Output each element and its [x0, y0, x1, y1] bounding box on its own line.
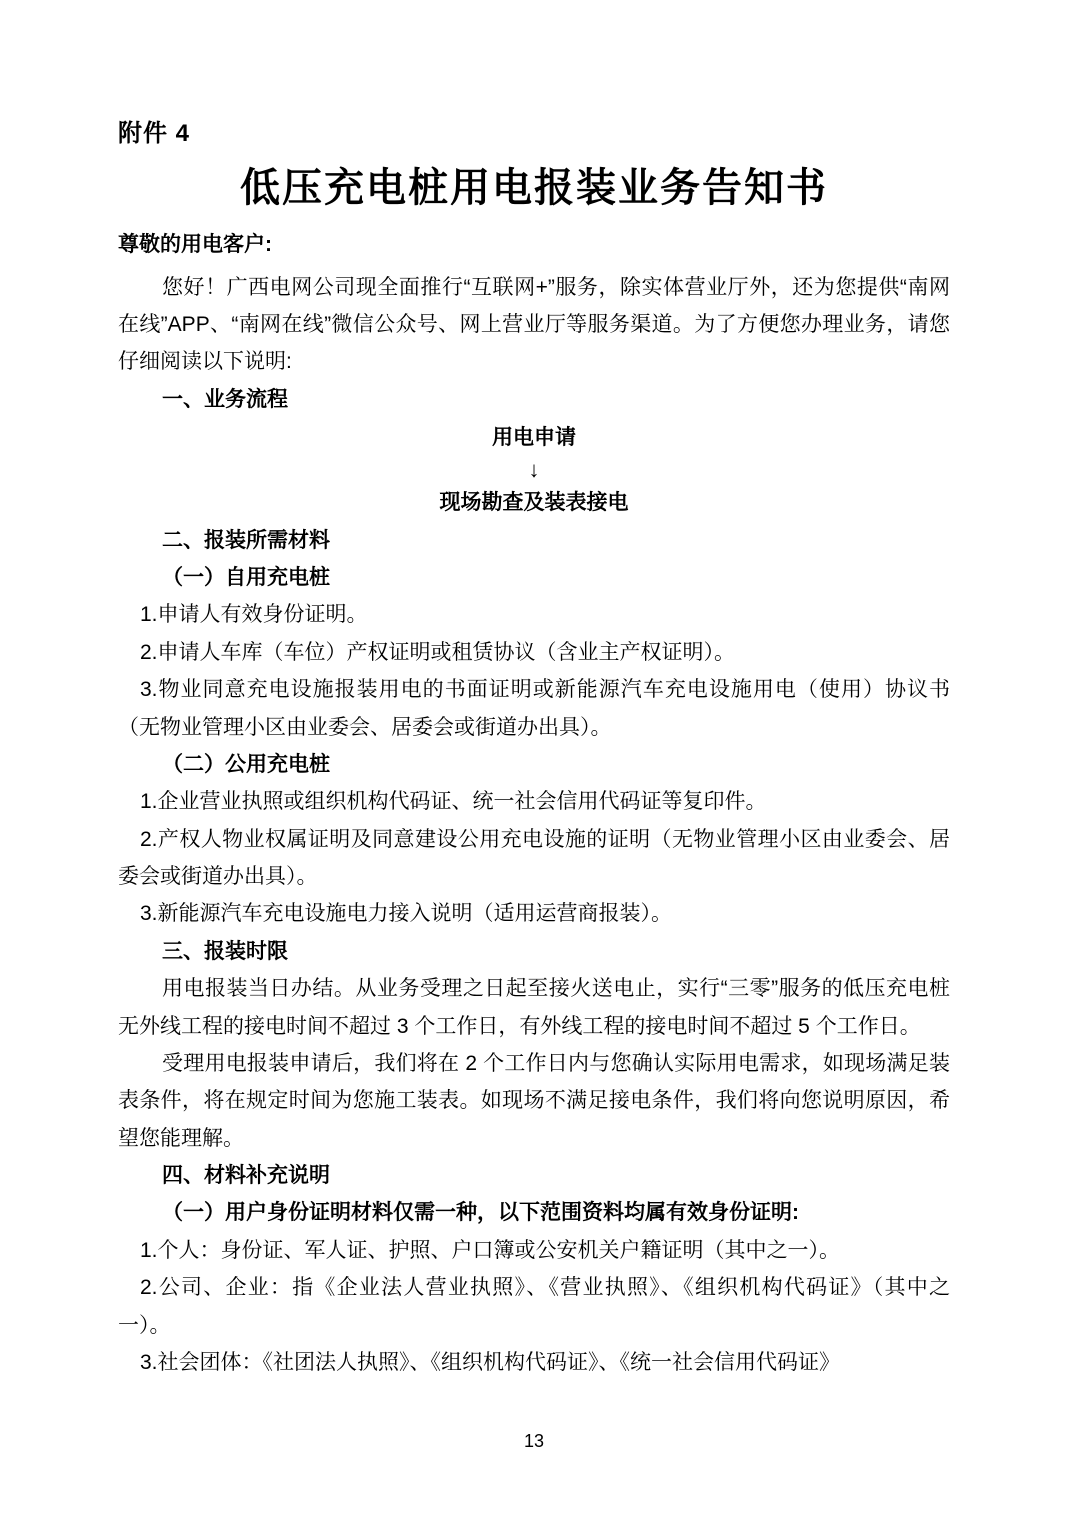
section-heading-materials: 二、报装所需材料 [162, 528, 330, 552]
intro-paragraph: 您好！广西电网公司现全面推行“互联网+”服务，除实体营业厅外，还为您提供“南网在线”APP、“南网在线”微信公众号、网上营业厅等服务渠道。为了方便您办理业务，请您仔细阅读以下说明: [118, 275, 950, 374]
list-item: 2.申请人车库（车位）产权证明或租赁协议（含业主产权证明）。 [140, 640, 736, 664]
list-item: 1.个人：身份证、军人证、护照、户口簿或公安机关户籍证明（其中之一）。 [140, 1238, 841, 1262]
list-item: 2.公司、企业：指《企业法人营业执照》、《营业执照》、《组织机构代码证》（其中之一）。 [118, 1276, 950, 1337]
paragraph: 用电报装当日办结。从业务受理之日起至接火送电止，实行“三零”服务的低压充电桩无外线工程的接电时间不超过 3 个工作日，有外线工程的接电时间不超过 5 个工作日。 [118, 977, 950, 1038]
section-heading-process: 一、业务流程 [162, 387, 288, 411]
subsection-heading-identity-docs: （一）用户身份证明材料仅需一种，以下范围资料均属有效身份证明: [162, 1201, 799, 1225]
list-item: 3.物业同意充电设施报装用电的书面证明或新能源汽车充电设施用电（使用）协议书（无物业管理小区由业委会、居委会或街道办出具）。 [118, 678, 950, 739]
flow-step-application: 用电申请 [492, 426, 576, 450]
salutation: 尊敬的用电客户: [118, 233, 272, 257]
flow-step-survey-meter: 现场勘查及装表接电 [439, 491, 629, 515]
flow-arrow-icon: ↓ [528, 456, 540, 482]
page-number: 13 [523, 1431, 545, 1451]
list-item: 3.社会团体：《社团法人执照》、《组织机构代码证》、《统一社会信用代码证》 [140, 1350, 841, 1374]
list-item: 3.新能源汽车充电设施电力接入说明（适用运营商报装）。 [140, 902, 673, 926]
list-item: 2.产权人物业权属证明及同意建设公用充电设施的证明（无物业管理小区由业委会、居委会或街道办出具）。 [118, 827, 950, 889]
page-title: 低压充电桩用电报装业务告知书 [240, 166, 828, 211]
attachment-label: 附件 4 [118, 120, 191, 147]
subsection-heading-private-charger: （一）自用充电桩 [162, 566, 330, 590]
section-heading-timeline: 三、报装时限 [162, 939, 288, 963]
list-item: 1.企业营业执照或组织机构代码证、统一社会信用代码证等复印件。 [140, 790, 767, 814]
subsection-heading-public-charger: （二）公用充电桩 [162, 752, 330, 776]
list-item: 1.申请人有效身份证明。 [140, 603, 368, 627]
section-heading-supplementary: 四、材料补充说明 [162, 1164, 330, 1188]
paragraph: 受理用电报装申请后，我们将在 2 个工作日内与您确认实际用电需求，如现场满足装表条件，将在规定时间为您施工装表。如现场不满足接电条件，我们将向您说明原因，希望您能理解。 [118, 1051, 950, 1150]
